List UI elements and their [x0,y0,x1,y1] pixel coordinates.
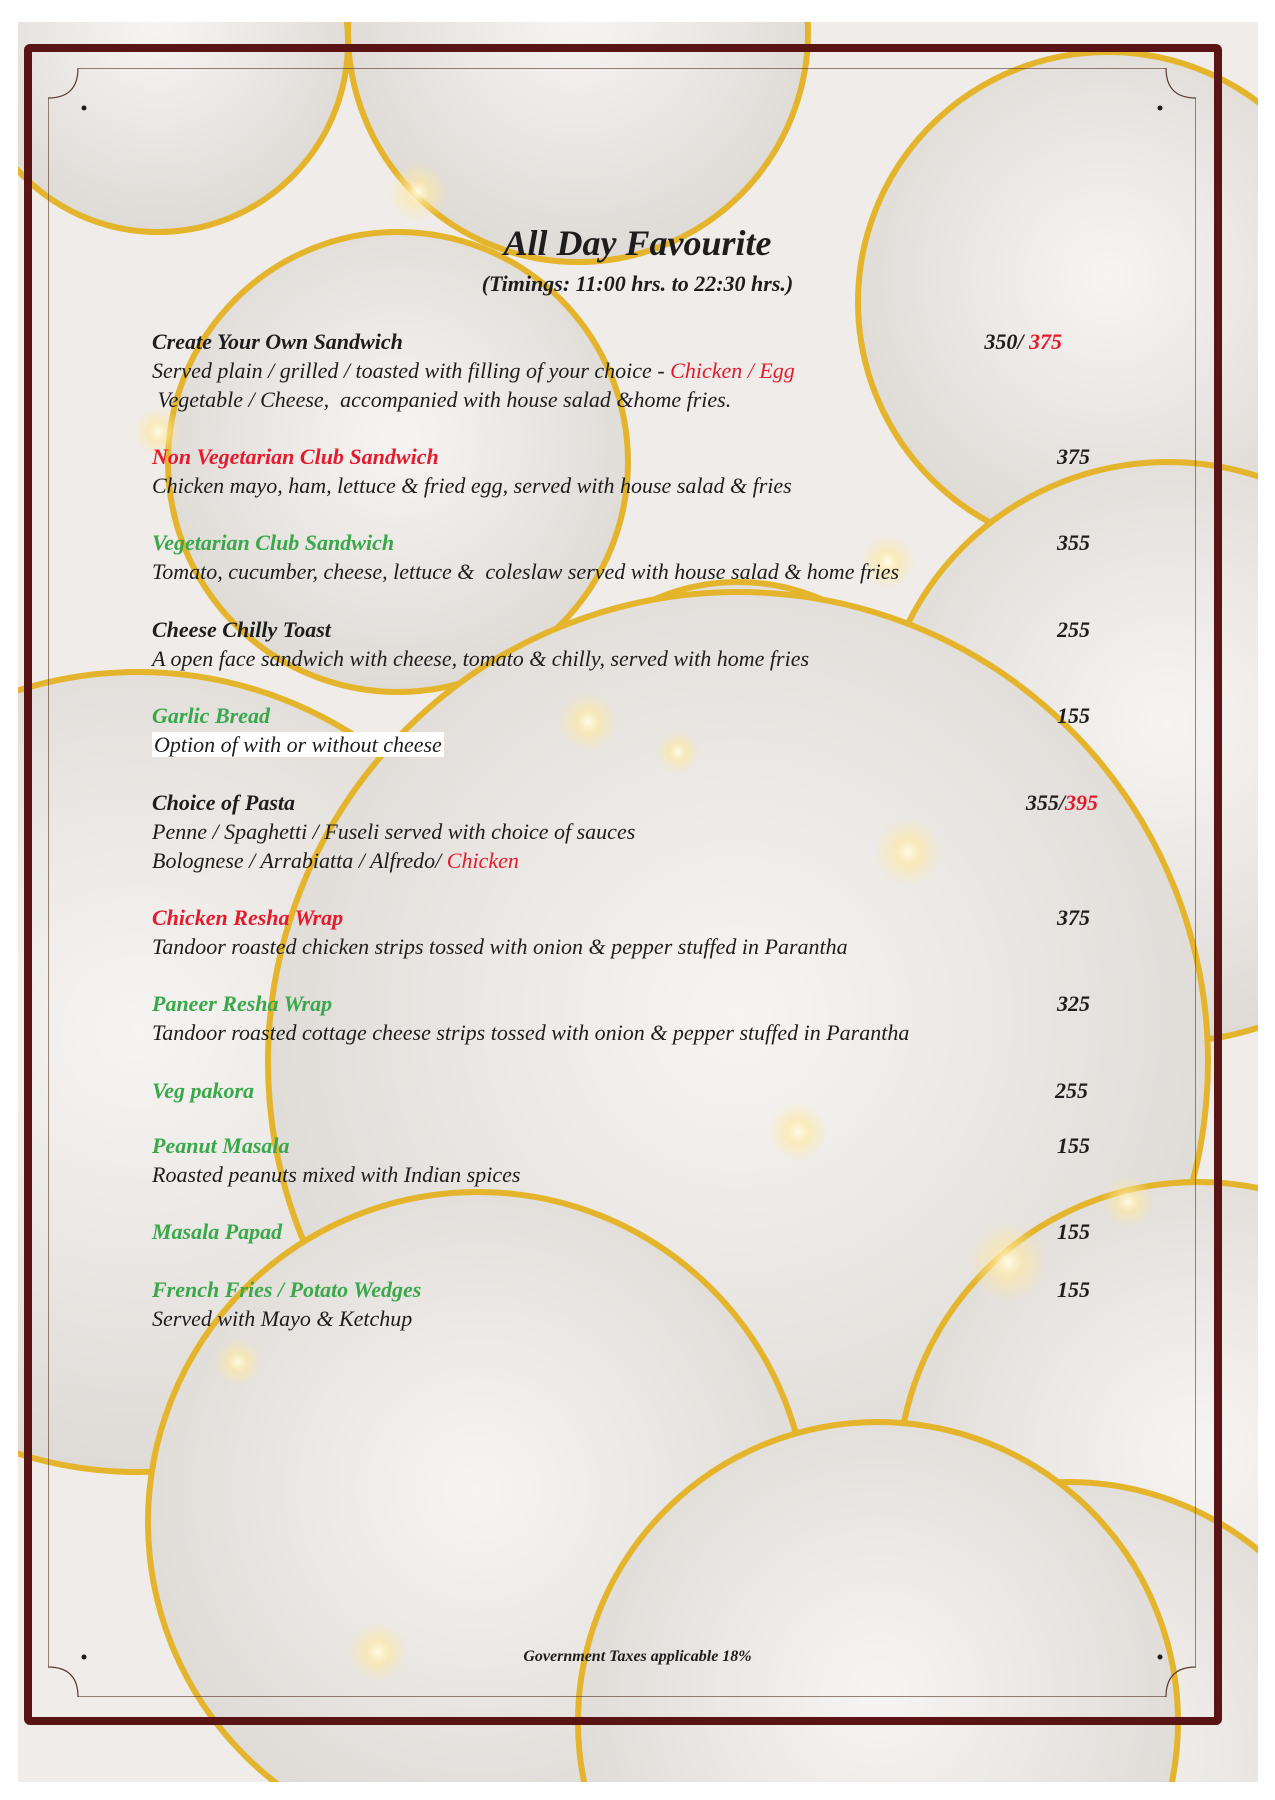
item-description: Served with Mayo & Ketchup [152,1306,413,1331]
tax-note: Government Taxes applicable 18% [523,1648,752,1665]
ornamental-inner-border [48,68,1196,1697]
item-description: Tomato, cucumber, cheese, lettuce & coleslaw served with house salad & home fries [152,559,900,584]
item-description: Tandoor roasted chicken strips tossed with onion & pepper stuffed in Parantha [152,934,848,959]
item-description: Tandoor roasted cottage cheese strips tossed with onion & pepper stuffed in Parantha [152,1020,910,1045]
item-name: Chicken Resha Wrap [152,905,344,930]
item-description [152,730,1102,759]
item-description: Chicken mayo, ham, lettuce & fried egg, served with house salad & fries [152,473,792,498]
item-price: 375 [1057,905,1090,930]
item-name: Non Vegetarian Club Sandwich [152,444,439,469]
item-price: 325 [1057,991,1090,1016]
item-name: Masala Papad [152,1219,283,1244]
item-description [152,356,1102,385]
item-description: Penne / Spaghetti / Fuseli served with choice of sauces [152,819,636,844]
item-price [984,327,1062,356]
item-price-non-veg: 375 [1023,329,1062,354]
menu-item-create-your-own-sandwich [152,327,1102,414]
item-price-veg: 350/ [984,329,1024,354]
item-description-non-veg-option: Chicken / Egg [670,358,795,383]
item-name: Paneer Resha Wrap [152,991,333,1016]
menu-timings: (Timings: 11:00 hrs. to 22:30 hrs.) [481,271,794,296]
item-description-non-veg-option: Chicken [446,848,519,873]
item-description-line-2 [152,846,1102,875]
item-description: Roasted peanuts mixed with Indian spices [152,1162,521,1187]
item-name: Create Your Own Sandwich [152,329,403,354]
item-name: Vegetarian Club Sandwich [152,530,395,555]
menu-item-chicken-resha-wrap [152,903,1102,961]
menu-item-masala-papad [152,1217,1102,1246]
item-price: 155 [1057,1133,1090,1158]
item-description-line-2: Vegetable / Cheese, accompanied with house salad &home fries. [152,387,732,412]
item-price: 255 [1055,1078,1088,1103]
item-price: 155 [1057,1277,1090,1302]
menu-item-choice-of-pasta [152,788,1102,875]
item-name: Choice of Pasta [152,790,295,815]
item-price: 355 [1057,530,1090,555]
item-price [1026,788,1098,817]
menu-title: All Day Favourite [503,223,772,263]
menu-item-cheese-chilly-toast [152,615,1102,673]
item-description-text: Served plain / grilled / toasted with filling of your choice - [152,358,671,383]
item-name: French Fries / Potato Wedges [152,1277,422,1302]
menu-item-french-fries-potato-wedges [152,1275,1102,1333]
item-description-text: Bolognese / Arrabiatta / Alfredo/ [152,848,447,873]
item-price: 155 [1057,1219,1090,1244]
menu-item-garlic-bread [152,701,1102,759]
item-price: 155 [1057,703,1090,728]
menu-item-vegetarian-club-sandwich [152,528,1102,586]
item-description-text: Option of with or without cheese [154,732,442,757]
item-price: 375 [1057,444,1090,469]
item-price-veg: 355/ [1025,790,1065,815]
menu-item-peanut-masala [152,1131,1102,1189]
item-name: Garlic Bread [152,703,270,728]
item-name: Veg pakora [152,1078,255,1103]
item-name: Cheese Chilly Toast [152,617,331,642]
item-price-non-veg: 395 [1065,790,1098,815]
menu-item-non-vegetarian-club-sandwich [152,442,1102,500]
menu-item-paneer-resha-wrap [152,989,1102,1047]
item-price: 255 [1057,617,1090,642]
menu-item-veg-pakora [152,1076,1102,1105]
item-description: A open face sandwich with cheese, tomato & chilly, served with home fries [152,646,810,671]
item-name: Peanut Masala [152,1133,290,1158]
